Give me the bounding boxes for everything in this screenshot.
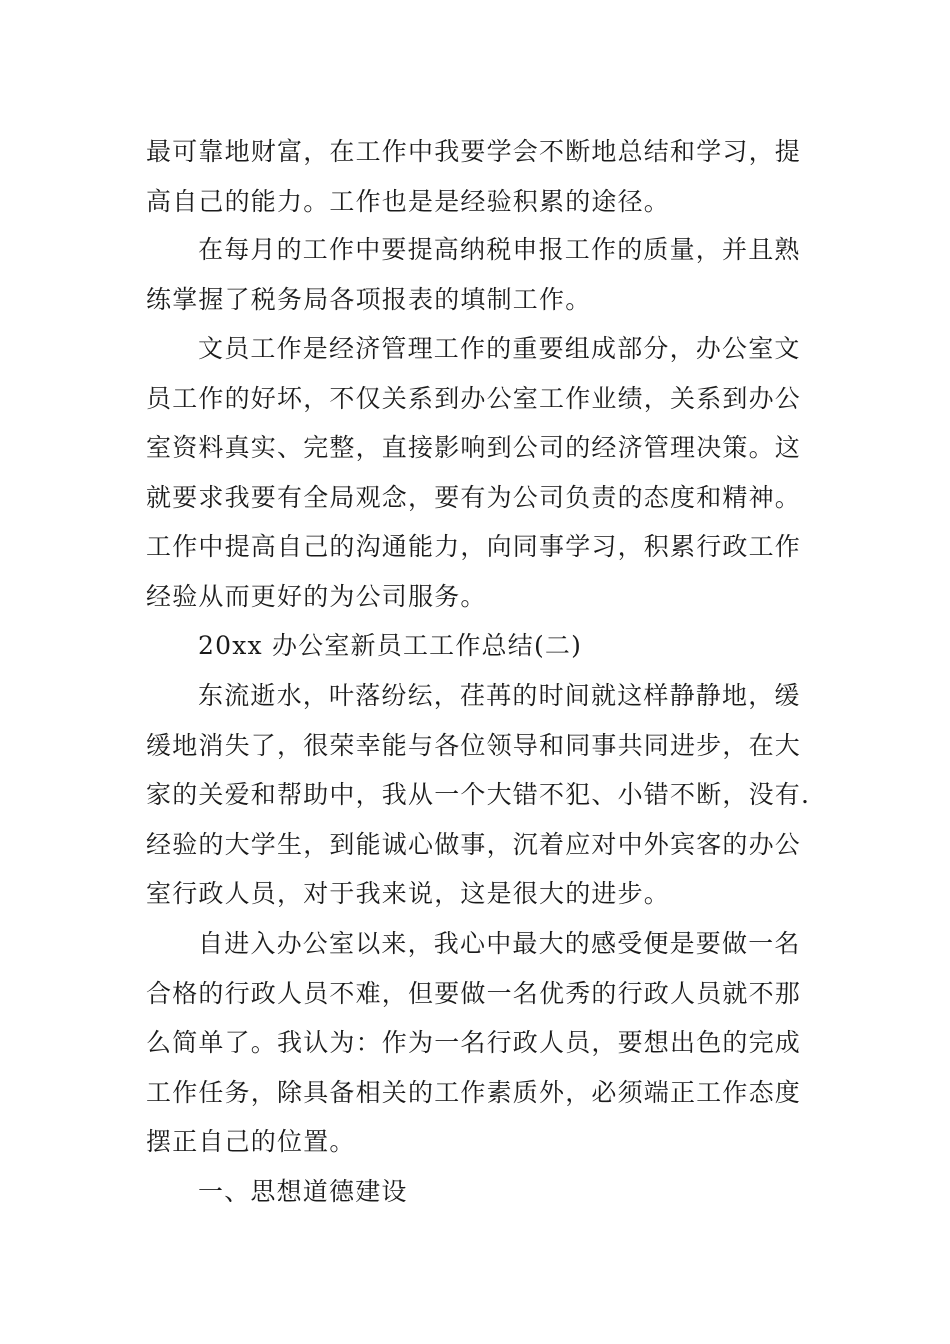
text-line: 练掌握了税务局各项报表的填制工作。 [146, 284, 592, 314]
text-line: 就要求我要有全局观念，要有为公司负责的态度和精神。 [146, 482, 802, 512]
text-line: 高自己的能力。工作也是是经验积累的途径。 [146, 186, 671, 216]
heading-line: 一、思想道德建设 [198, 1177, 408, 1206]
text-line: 自进入办公室以来，我心中最大的感受便是要做一名 [198, 929, 801, 958]
text-line: 室行政人员，对于我来说，这是很大的进步。 [146, 879, 671, 908]
paragraph [146, 919, 818, 1167]
paragraph [146, 127, 818, 226]
text-line: 员工作的好坏，不仅关系到办公室工作业绩，关系到办公 [146, 383, 802, 413]
paragraph [146, 225, 818, 324]
paragraph [146, 324, 818, 621]
text-line: 最可靠地财富，在工作中我要学会不断地总结和学习，提 [146, 137, 802, 166]
text-line: 东流逝水，叶落纷纭，荏苒的时间就这样静静地，缓 [198, 681, 801, 710]
section-heading [146, 1167, 818, 1217]
text-line: 经验的大学生，到能诚心做事，沉着应对中外宾客的办公 [146, 829, 802, 859]
text-line: 工作中提高自己的沟通能力，向同事学习，积累行政工作 [146, 532, 802, 561]
text-line: 在每月的工作中要提高纳税申报工作的质量，并且熟 [198, 235, 801, 264]
text-line: 摆正自己的位置。 [146, 1127, 356, 1156]
heading-line: 20xx 办公室新员工工作总结(二) [198, 631, 583, 660]
paragraph [146, 671, 818, 919]
text-line: 文员工作是经济管理工作的重要组成部分，办公室文 [198, 334, 801, 363]
text-line: 工作任务，除具备相关的工作素质外，必须端正工作态度 [146, 1077, 802, 1107]
text-line: 缓地消失了，很荣幸能与各位领导和同事共同进步，在大 [146, 730, 802, 760]
text-line: 合格的行政人员不难，但要做一名优秀的行政人员就不那 [146, 978, 802, 1008]
text-line: 么简单了。我认为：作为一名行政人员，要想出色的完成 [146, 1028, 802, 1057]
text-line: 室资料真实、完整，直接影响到公司的经济管理决策。这 [146, 433, 802, 462]
text-line: 家的关爱和帮助中，我从一个大错不犯、小错不断，没有. [146, 780, 811, 809]
text-line: 经验从而更好的为公司服务。 [146, 581, 487, 611]
section-heading [146, 621, 818, 671]
